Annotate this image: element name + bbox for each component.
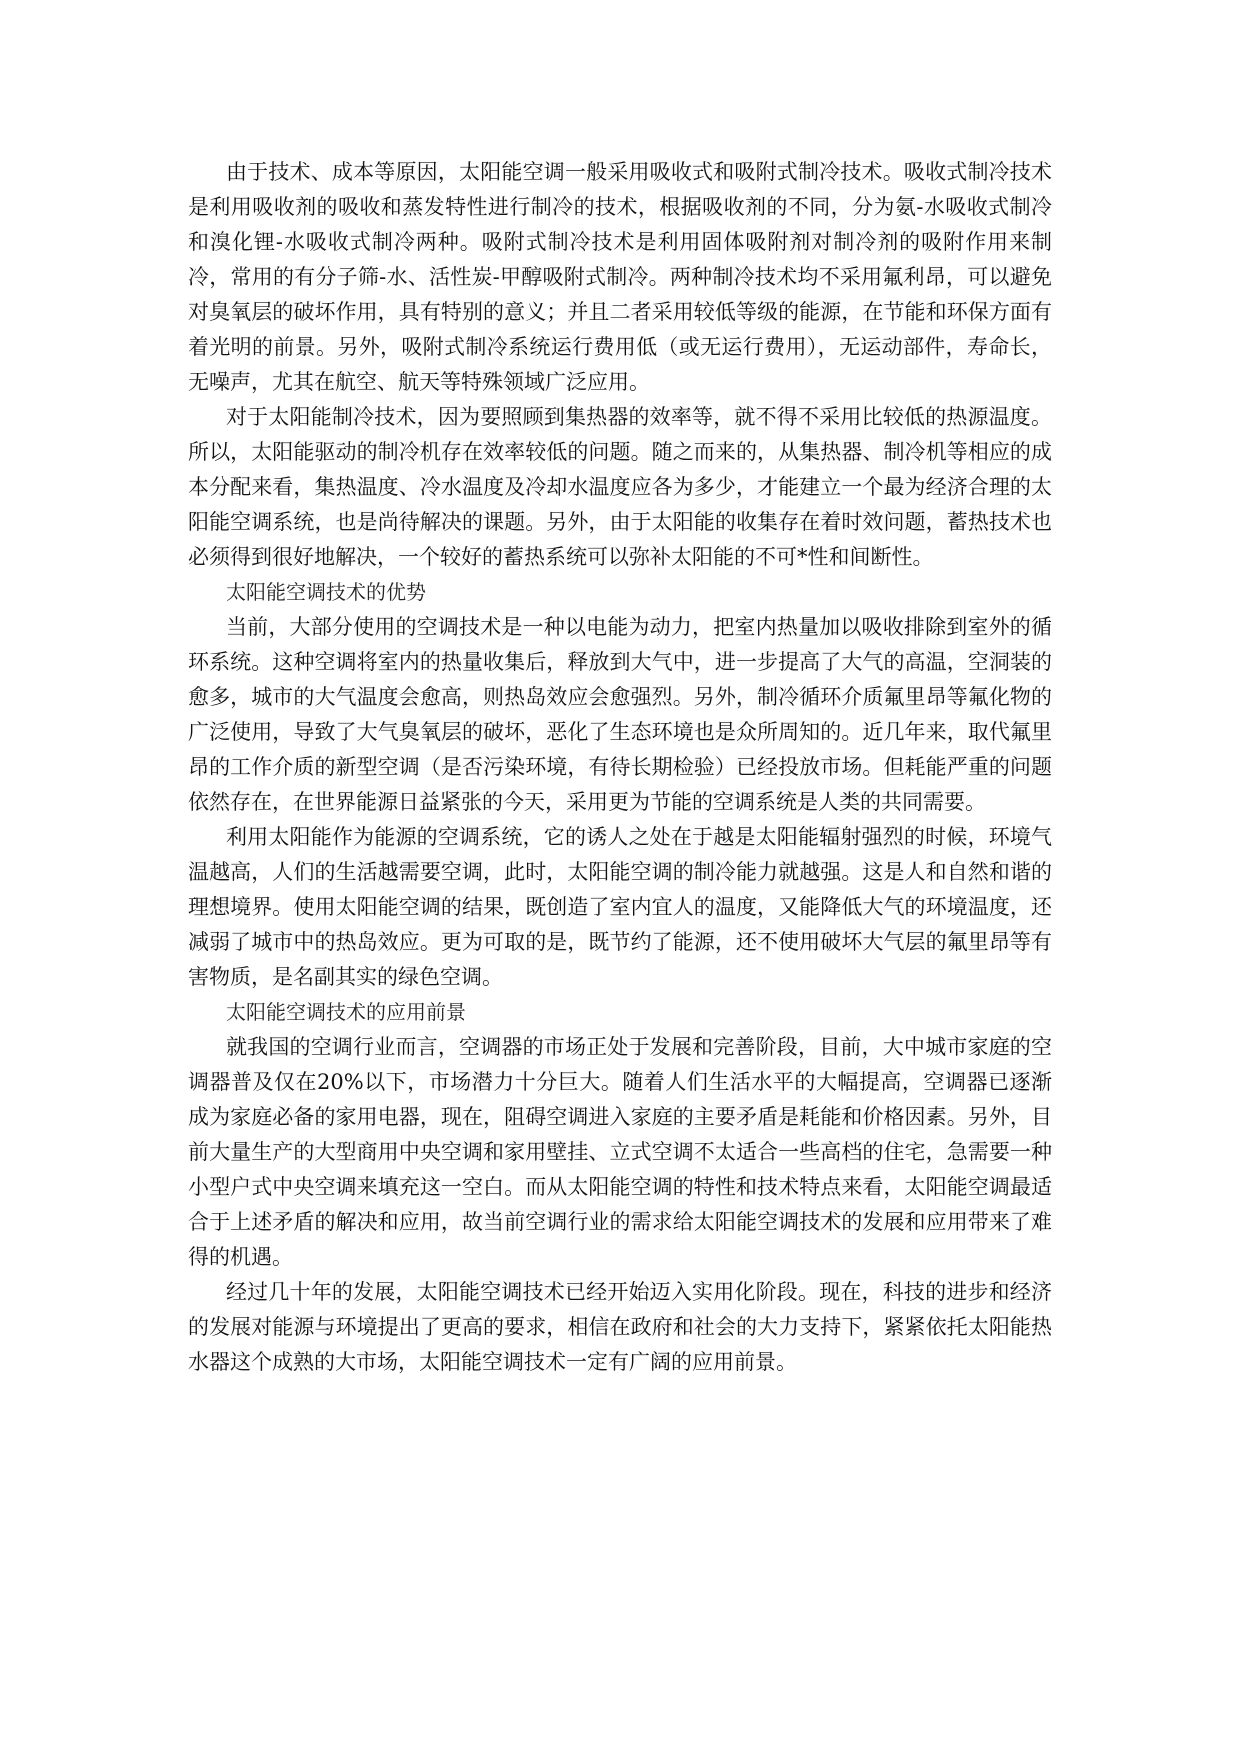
paragraph-absorption-adsorption: 由于技术、成本等原因，太阳能空调一般采用吸收式和吸附式制冷技术。吸收式制冷技术是利用吸收剂的吸收和蒸发特性进行制冷的技术，根据吸收剂的不同，分为氨-水吸收式制冷和溴化锂-水吸收式制冷两种。吸附式制冷技术是利用固体吸附剂对制冷剂的吸附作用来制冷，常用的有分子筛-水、活性炭-甲醇吸附式制冷。两种制冷技术均不采用氟利昂，可以避免对臭氧层的破坏作用，具有特别的意义；并且二者采用较低等级的能源，在节能和环保方面有着光明的前景。另外，吸附式制冷系统运行费用低（或无运行费用），无运动部件，寿命长，无噪声，尤其在航空、航天等特殊领域广泛应用。	[188, 160, 1052, 394]
section-heading-prospects: 太阳能空调技术的应用前景	[226, 1000, 466, 1024]
section-heading-advantages: 太阳能空调技术的优势	[226, 580, 426, 604]
paragraph-conclusion: 经过几十年的发展，太阳能空调技术已经开始迈入实用化阶段。现在，科技的进步和经济的发展对能源与环境提出了更高的要求，相信在政府和社会的大力支持下，紧紧依托太阳能热水器这个成熟的大市场，太阳能空调技术一定有广阔的应用前景。	[188, 1280, 1052, 1374]
paragraph-market-outlook: 就我国的空调行业而言，空调器的市场正处于发展和完善阶段，目前，大中城市家庭的空调器普及仅在20%以下，市场潜力十分巨大。随着人们生活水平的大幅提高，空调器已逐渐成为家庭必备的家用电器，现在，阻碍空调进入家庭的主要矛盾是耗能和价格因素。另外，目前大量生产的大型商用中央空调和家用壁挂、立式空调不太适合一些高档的住宅，急需要一种小型户式中央空调来填充这一空白。而从太阳能空调的特性和技术特点来看，太阳能空调最适合于上述矛盾的解决和应用，故当前空调行业的需求给太阳能空调技术的发展和应用带来了难得的机遇。	[188, 1035, 1052, 1269]
paragraph-solar-cooling-issues: 对于太阳能制冷技术，因为要照顾到集热器的效率等，就不得不采用比较低的热源温度。所以，太阳能驱动的制冷机存在效率较低的问题。随之而来的，从集热器、制冷机等相应的成本分配来看，集热温度、冷水温度及冷却水温度应各为多少，才能建立一个最为经济合理的太阳能空调系统，也是尚待解决的课题。另外，由于太阳能的收集存在着时效问题，蓄热技术也必须得到很好地解决，一个较好的蓄热系统可以弥补太阳能的不可*性和间断性。	[188, 405, 1052, 569]
document-body	[188, 155, 1052, 1380]
paragraph-solar-ac-benefits: 利用太阳能作为能源的空调系统，它的诱人之处在于越是太阳能辐射强烈的时候，环境气温越高，人们的生活越需要空调，此时，太阳能空调的制冷能力就越强。这是人和自然和谐的理想境界。使用太阳能空调的结果，既创造了室内宜人的温度，又能降低大气的环境温度，还减弱了城市中的热岛效应。更为可取的是，既节约了能源，还不使用破坏大气层的氟里昂等有害物质，是名副其实的绿色空调。	[188, 825, 1052, 989]
paragraph-current-ac-problems: 当前，大部分使用的空调技术是一种以电能为动力，把室内热量加以吸收排除到室外的循环系统。这种空调将室内的热量收集后，释放到大气中，进一步提高了大气的高温，空洞装的愈多，城市的大气温度会愈高，则热岛效应会愈强烈。另外，制冷循环介质氟里昂等氟化物的广泛使用，导致了大气臭氧层的破坏，恶化了生态环境也是众所周知的。近几年来，取代氟里昂的工作介质的新型空调（是否污染环境，有待长期检验）已经投放市场。但耗能严重的问题依然存在，在世界能源日益紧张的今天，采用更为节能的空调系统是人类的共同需要。	[188, 615, 1052, 814]
